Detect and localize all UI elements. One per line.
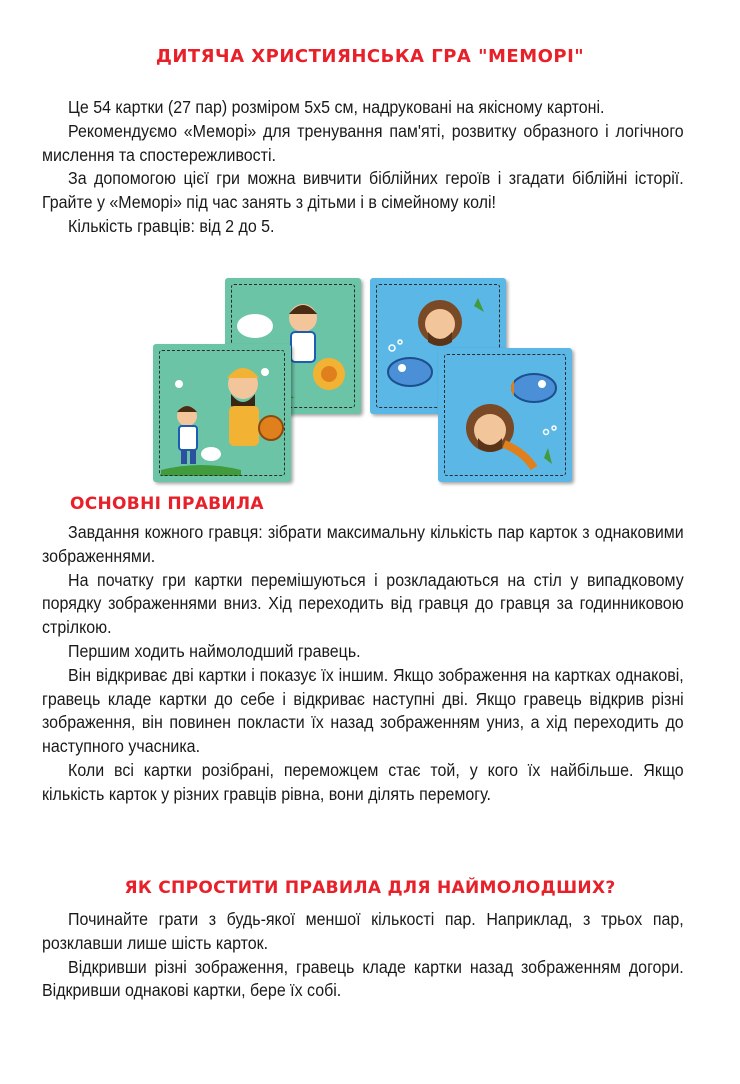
intro-paragraph: За допомогою цієї гри можна вивчити біблійних героїв і згадати біблійні історії. Грайте у «Меморі» під час занять з дітьми і в сімейному колі! <box>42 168 684 213</box>
card-goliath <box>153 344 291 482</box>
intro-paragraph: Кількість гравців: від 2 до 5. <box>68 215 275 236</box>
rules-paragraph: Першим ходить наймолодший гравець. <box>68 640 361 661</box>
rules-paragraph: На початку гри картки перемішуються і розкладаються на стіл у випадковому порядку зображеннями вниз. Хід переходить від гравця до гравця за годинниковою стрілкою. <box>42 569 684 638</box>
simplify-paragraph: Починайте грати з будь-якої меншої кількості пар. Наприклад, з трьох пар, розклавши лише шість карток. <box>42 909 684 953</box>
cards-illustration <box>150 276 580 484</box>
intro-section <box>42 96 684 239</box>
page-title: ДИТЯЧА ХРИСТИЯНСЬКА ГРА "МЕМОРІ" <box>155 46 585 67</box>
rules-section <box>42 521 684 807</box>
rules-paragraph: Він відкриває дві картки і показує їх іншим. Якщо зображення на картках однакові, гравець кладе картки до себе і відкриває наступні дві. Якщо гравець відкрив різні зображення, він повинен покласти їх назад зображенням униз, а хід переходить до наступного учасника. <box>42 664 684 757</box>
rules-paragraph: Завдання кожного гравця: зібрати максимальну кількість пар карток з однаковими зображеннями. <box>42 522 684 566</box>
intro-paragraph: Рекомендуємо «Меморі» для тренування пам'яті, розвитку образного і логічного мислення та спостережливості. <box>42 120 684 165</box>
rules-heading: ОСНОВНІ ПРАВИЛА <box>70 494 264 514</box>
intro-paragraph: Це 54 картки (27 пар) розміром 5х5 см, надруковані на якісному картоні. <box>68 97 605 117</box>
simplify-section <box>42 908 684 1003</box>
simplify-heading: ЯК СПРОСТИТИ ПРАВИЛА ДЛЯ НАЙМОЛОДШИХ? <box>124 878 616 898</box>
simplify-paragraph: Відкривши різні зображення, гравець кладе картки назад зображенням догори. Відкривши однакові картки, бере їх собі. <box>42 956 684 1001</box>
rules-paragraph: Коли всі картки розібрані, переможцем стає той, у кого їх найбільше. Якщо кількість карток у різних гравців рівна, вони ділять перемогу. <box>42 759 684 804</box>
card-jonah <box>438 348 572 482</box>
